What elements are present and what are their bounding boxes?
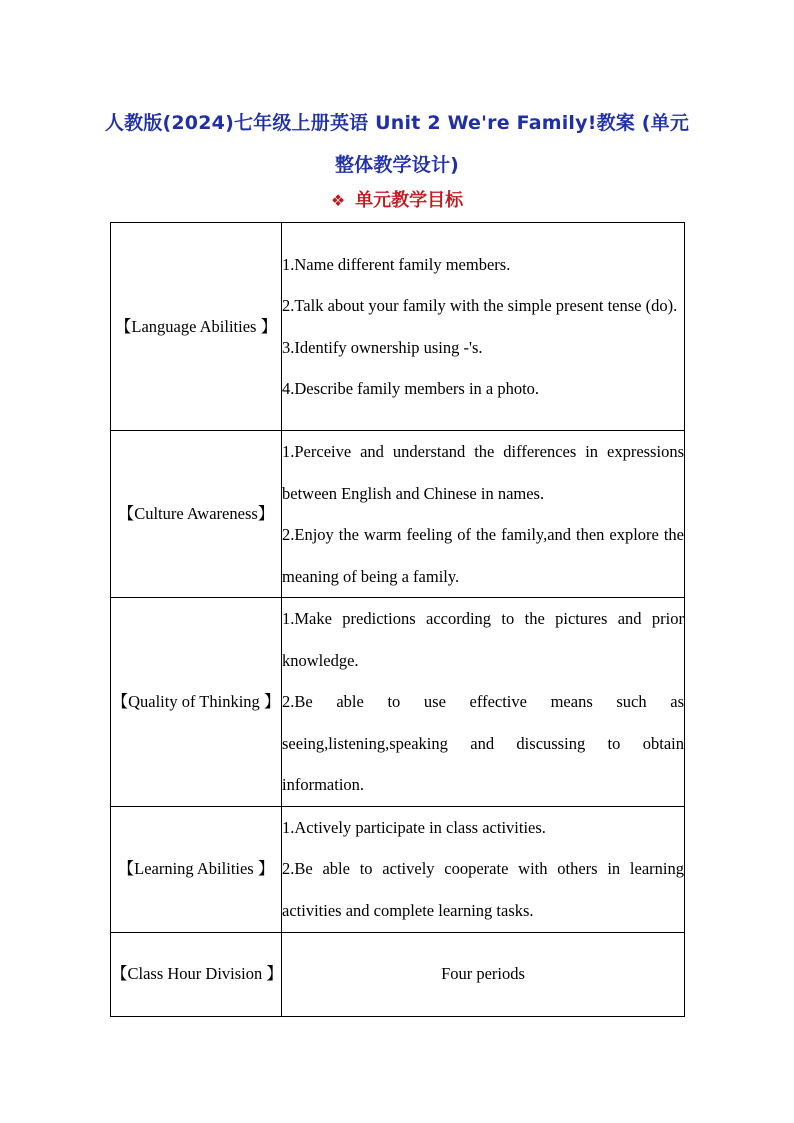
goal-item: 2.Be able to use effective means such as seeing,listening,speaking and discussing to obtain information. — [282, 692, 684, 794]
row-label-quality-of-thinking: 【Quality of Thinking 】 — [111, 598, 282, 807]
section-heading-text: 单元教学目标 — [355, 190, 464, 211]
table-row — [111, 598, 685, 807]
section-heading — [0, 188, 794, 214]
row-content-culture-awareness — [282, 431, 685, 598]
goal-item: 2.Be able to actively cooperate with others in learning activities and complete learning tasks. — [282, 859, 684, 920]
row-label-learning-abilities: 【Learning Abilities 】 — [111, 806, 282, 932]
table-row — [111, 223, 685, 431]
goal-item: 1.Perceive and understand the differences in expressions between English and Chinese in names. — [282, 442, 684, 503]
row-content-language-abilities — [282, 223, 685, 431]
table-row — [111, 932, 685, 1016]
table-row — [111, 806, 685, 932]
row-content-class-hour-division: Four periods — [282, 932, 685, 1016]
row-content-learning-abilities — [282, 806, 685, 932]
table-row — [111, 431, 685, 598]
diamond-bullet-icon: ❖ — [330, 191, 346, 210]
goal-item: 3.Identify ownership using -'s. — [282, 337, 483, 357]
goal-item: 2.Talk about your family with the simple present tense (do). — [282, 296, 678, 315]
goal-item: 4.Describe family members in a photo. — [282, 379, 540, 398]
goal-item: 1.Actively participate in class activities. — [282, 817, 546, 837]
row-label-culture-awareness: 【Culture Awareness】 — [111, 431, 282, 598]
row-content-quality-of-thinking — [282, 598, 685, 807]
row-label-language-abilities: 【Language Abilities 】 — [111, 223, 282, 431]
unit-goals-table — [110, 222, 685, 1017]
goal-item: 1.Make predictions according to the pictures and prior knowledge. — [282, 609, 684, 670]
row-label-class-hour-division: 【Class Hour Division 】 — [111, 932, 282, 1016]
goal-item: 2.Enjoy the warm feeling of the family,and then explore the meaning of being a family. — [282, 525, 684, 586]
document-title: 人教版(2024)七年级上册英语 Unit 2 We're Family!教案 (单元整体教学设计) — [104, 112, 690, 176]
goal-item: 1.Name different family members. — [282, 254, 511, 274]
